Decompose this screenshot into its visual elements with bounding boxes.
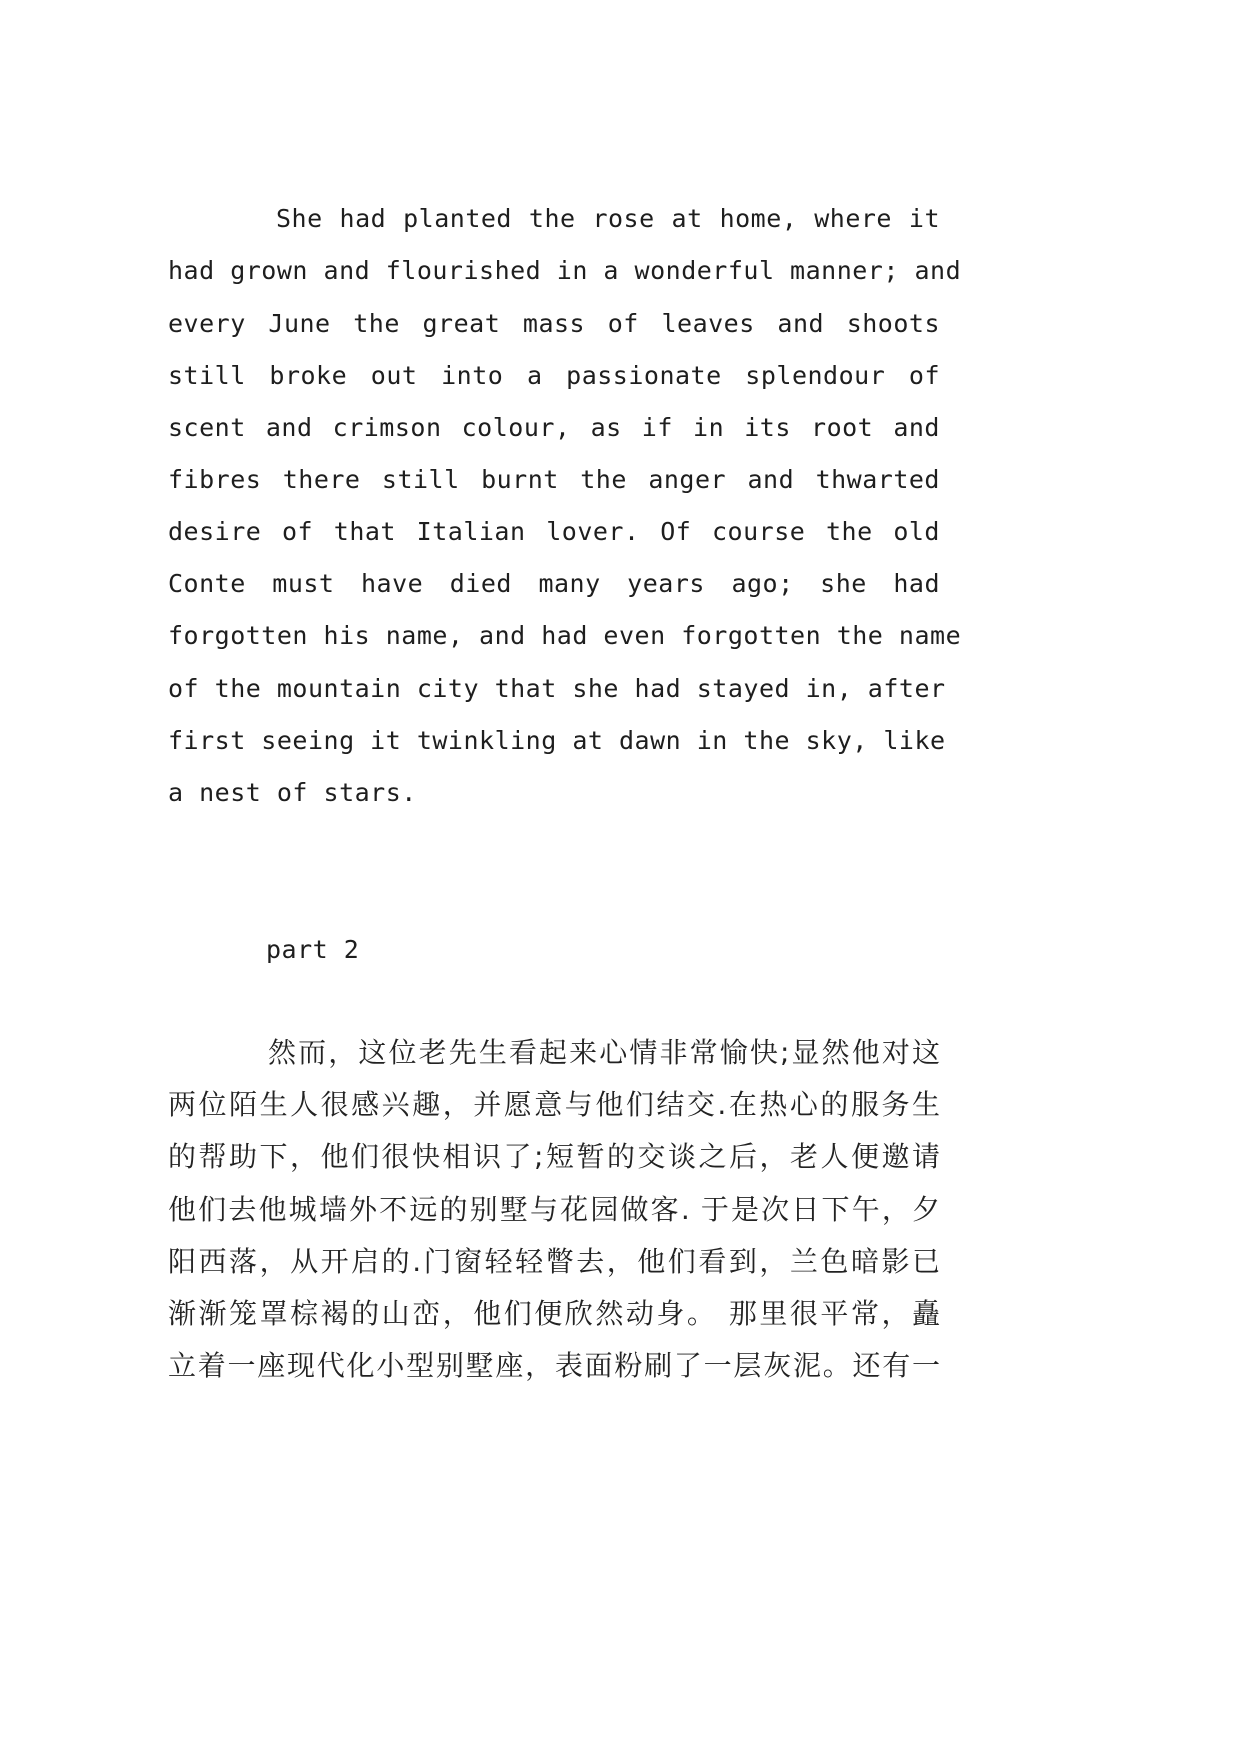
paragraph-line: forgotten his name, and had even forgotten the name — [168, 621, 962, 650]
paragraph-line: had grown and flourished in a wonderful manner; and — [168, 256, 962, 285]
paragraph-line: 然而，这位老先生看起来心情非常愉快;显然他对这 — [268, 1036, 940, 1069]
paragraph-line: 两位陌生人很感兴趣，并愿意与他们结交.在热心的服务生 — [168, 1088, 940, 1121]
paragraph-line: Conte must have died many years ago; she had — [168, 569, 940, 598]
paragraph-line: She had planted the rose at home, where it — [276, 204, 940, 233]
paragraph-line: a nest of stars. — [168, 778, 417, 807]
paragraph-line: 他们去他城墙外不远的别墅与花园做客. 于是次日下午，夕 — [168, 1193, 940, 1226]
paragraph-line: 立着一座现代化小型别墅座，表面粉刷了一层灰泥。还有一 — [168, 1349, 940, 1382]
paragraph-line: first seeing it twinkling at dawn in the sky, like — [168, 726, 946, 755]
section-heading: part 2 — [266, 935, 360, 964]
paragraph-line: 阳西落，从开启的.门窗轻轻瞥去，他们看到，兰色暗影已 — [168, 1245, 940, 1278]
paragraph-line: still broke out into a passionate splendour of — [168, 361, 940, 390]
paragraph-line: scent and crimson colour, as if in its root and — [168, 413, 940, 442]
paragraph-line: 渐渐笼罩棕褐的山峦，他们便欣然动身。 那里很平常，矗 — [168, 1297, 940, 1330]
paragraph-line: desire of that Italian lover. Of course the old — [168, 517, 940, 546]
paragraph-line: fibres there still burnt the anger and thwarted — [168, 465, 940, 494]
paragraph-line: of the mountain city that she had stayed in, after — [168, 674, 946, 703]
paragraph-line: 的帮助下，他们很快相识了;短暂的交谈之后，老人便邀请 — [168, 1140, 940, 1173]
paragraph-line: every June the great mass of leaves and shoots — [168, 309, 940, 338]
